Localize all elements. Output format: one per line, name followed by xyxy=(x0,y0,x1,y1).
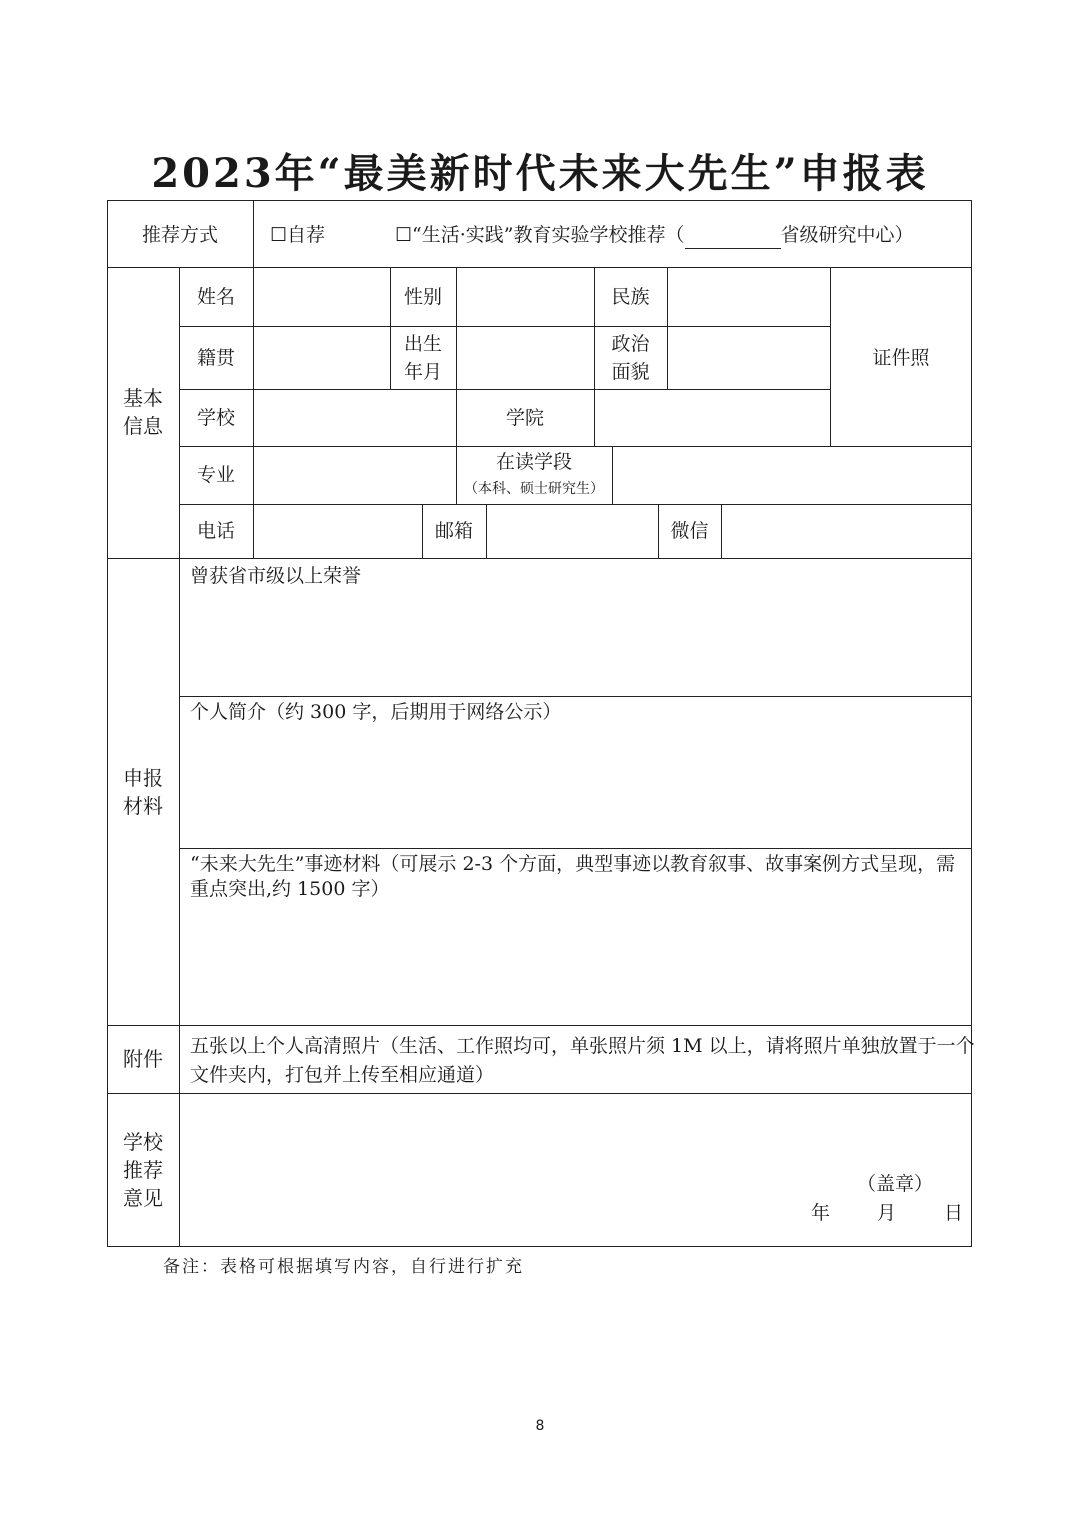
materials-text: 申报材料 xyxy=(123,766,163,818)
study-stage-note: （本科、硕士研究生） xyxy=(464,481,604,497)
stamp-label: （盖章） xyxy=(857,1173,934,1195)
attachment-label: 附件 xyxy=(123,1047,163,1071)
study-stage-label: 在读学段 xyxy=(495,451,572,473)
political-status-text: 政治面貌 xyxy=(611,333,650,383)
deeds-field-line1[interactable]: “未来大先生”事迹材料（可展示 2-3 个方面，典型事迹以教育叙事、故事案例方式呈现，需 xyxy=(190,853,956,875)
basic-info-text: 基本信息 xyxy=(123,386,163,438)
phone-label: 电话 xyxy=(196,520,235,542)
major-label: 专业 xyxy=(196,464,235,486)
id-photo-placeholder[interactable]: 证件照 xyxy=(872,347,930,369)
political-status-label xyxy=(594,330,667,386)
center-name-blank[interactable] xyxy=(685,228,781,249)
email-label: 邮箱 xyxy=(434,520,473,542)
self-recommend-checkbox[interactable]: ☐自荐 xyxy=(270,224,326,246)
school-recommend-label: ☐“生活·实践”教育实验学校推荐（ xyxy=(395,224,685,246)
deeds-field-line2[interactable]: 重点突出,约 1500 字） xyxy=(190,878,390,900)
school-recommend-checkbox[interactable] xyxy=(395,221,914,249)
recommend-method-label: 推荐方式 xyxy=(141,224,218,246)
birth-date-label xyxy=(390,330,456,386)
personal-intro-field[interactable]: 个人简介（约 300 字，后期用于网络公示） xyxy=(190,701,562,723)
attachment-desc-line2: 文件夹内，打包并上传至相应通道） xyxy=(190,1064,495,1086)
ethnicity-label: 民族 xyxy=(611,286,650,308)
college-label: 学院 xyxy=(505,407,544,429)
date-year: 年 xyxy=(811,1202,831,1224)
honors-field[interactable]: 曾获省市级以上荣誉 xyxy=(190,565,362,587)
school-recommend-tail: 省级研究中心） xyxy=(780,224,914,246)
date-day: 日 xyxy=(944,1202,964,1224)
page-number: 8 xyxy=(535,1418,545,1434)
footnote: 备注：表格可根据填写内容，自行进行扩充 xyxy=(163,1257,524,1277)
name-label: 姓名 xyxy=(196,286,235,308)
school-opinion-label xyxy=(107,1128,179,1212)
date-month: 月 xyxy=(877,1202,897,1224)
wechat-label: 微信 xyxy=(670,520,709,542)
birth-date-text: 出生年月 xyxy=(403,333,442,383)
attachment-desc-line1: 五张以上个人高清照片（生活、工作照均可，单张照片须 1M 以上，请将照片单独放置于一个 xyxy=(190,1035,975,1057)
native-place-label: 籍贯 xyxy=(196,347,235,369)
page-title: 2023年“最美新时代未来大先生”申报表 xyxy=(151,150,929,197)
gender-label: 性别 xyxy=(403,286,442,308)
materials-label xyxy=(107,764,179,820)
school-opinion-text: 学校推荐意见 xyxy=(123,1130,163,1210)
basic-info-label xyxy=(107,384,179,440)
school-label: 学校 xyxy=(196,407,235,429)
